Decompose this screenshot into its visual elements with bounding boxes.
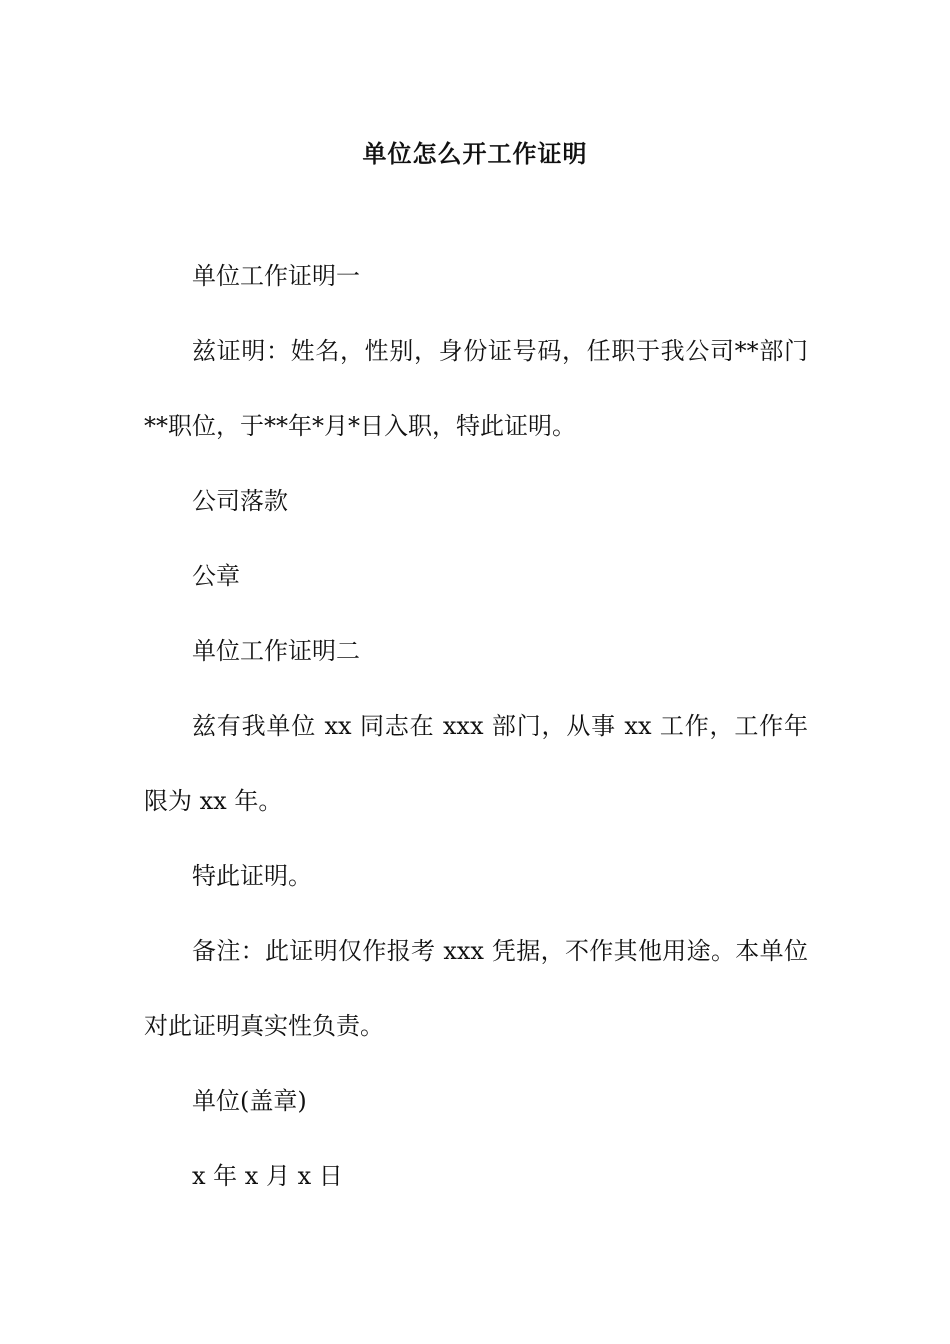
document-body <box>144 239 808 1214</box>
certificate-1-text: 兹证明：姓名，性别，身份证号码，任职于我公司**部门**职位，于**年*月*日入职，特此证明。 <box>144 337 808 440</box>
certify-statement: 特此证明。 <box>192 862 312 890</box>
company-signature-label: 公司落款 <box>192 487 288 515</box>
official-seal-label: 公章 <box>192 562 240 590</box>
certificate-2-text: 兹有我单位 xx 同志在 xxx 部门，从事 xx 工作，工作年限为 xx 年。 <box>144 712 808 815</box>
unit-seal-label: 单位(盖章) <box>192 1087 307 1115</box>
date-line: x 年 x 月 x 日 <box>192 1162 343 1190</box>
remark-text: 备注：此证明仅作报考 xxx 凭据，不作其他用途。本单位对此证明真实性负责。 <box>144 937 808 1040</box>
document-title: 单位怎么开工作证明 <box>362 139 588 168</box>
section-heading-2: 单位工作证明二 <box>192 637 360 665</box>
section-heading-1: 单位工作证明一 <box>192 262 360 290</box>
